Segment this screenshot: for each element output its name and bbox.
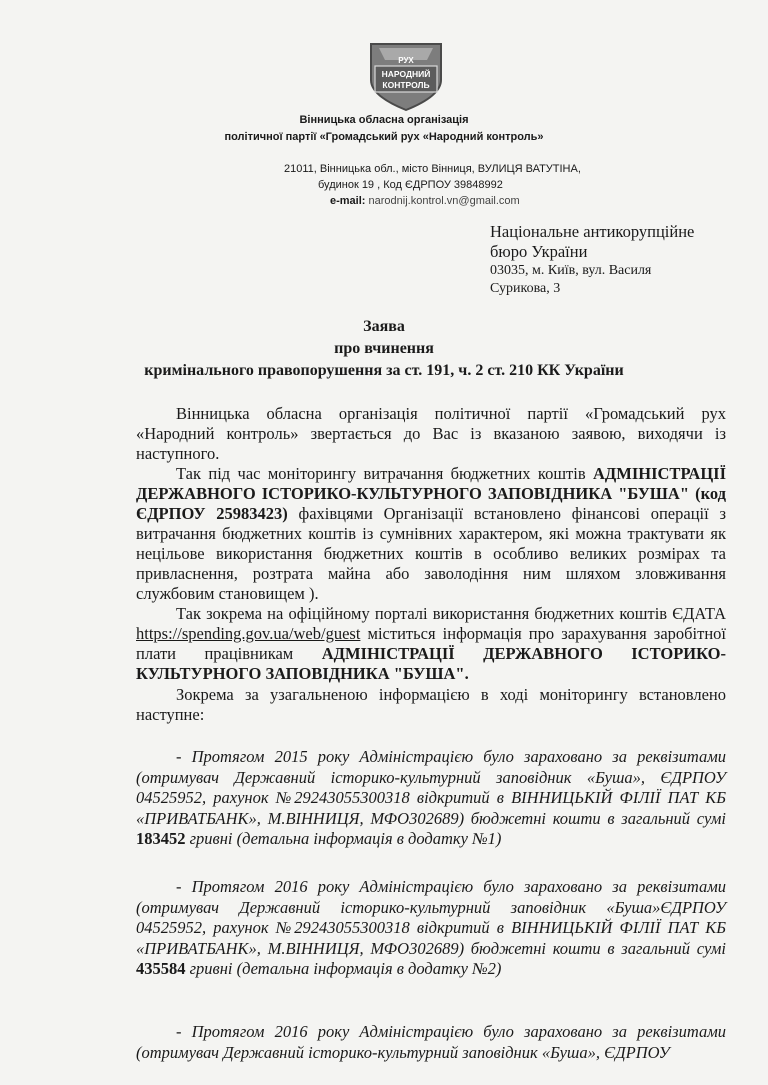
address-line2: будинок 19 , Код ЄДРПОУ 39848992 (318, 179, 503, 191)
paragraph-portal-start: Так зокрема на офіційному порталі використання бюджетних коштів ЄДАТА (176, 604, 726, 623)
title-line3: кримінального правопорушення за ст. 191, ч. 2 ст. 210 КК України (144, 362, 624, 379)
recipient-line3: 03035, м. Київ, вул. Василя (490, 263, 652, 278)
address-line1: 21011, Вінницька обл., місто Вінниця, ВУЛИЦЯ ВАТУТІНА, (284, 163, 581, 175)
paragraph-monitoring-start: Так під час моніторингу витрачання бюджетних коштів (176, 464, 593, 483)
paragraph-portal (136, 604, 726, 684)
list-item-text: - Протягом 2016 року Адміністрацією було зараховано за реквізитами (отримувач Державний історико-культурний заповідник «Буша»ЄДРПОУ 04525952, рахунок №29243055300318 відкритий в ВІННИЦЬКІЙ ФІЛІЇ ПАТ КБ «ПРИВАТБАНК», М.ВІННИЦЯ, МФО302689) бюджетні кошти в загальний сумі (136, 877, 726, 958)
list-item (136, 877, 726, 980)
email-label: e-mail: (330, 195, 366, 207)
list-item (136, 1022, 726, 1063)
title-line1: Заява (363, 318, 405, 335)
paragraph-portal-org: АДМІНІСТРАЦІЇ ДЕРЖАВНОГО ІСТОРИКО-КУЛЬТУРНОГО ЗАПОВІДНИКА "БУША". (136, 644, 726, 683)
org-name-line1: Вінницька обласна організація (299, 114, 469, 126)
email-value[interactable]: narodnij.kontrol.vn@gmail.com (368, 195, 520, 207)
list-item-amount: 183452 (136, 829, 186, 848)
list-item (136, 747, 726, 850)
list-item-tail: гривні (детальна інформація в додатку №1) (185, 829, 502, 848)
spending-portal-link[interactable]: https://spending.gov.ua/web/guest (136, 624, 361, 643)
narodnyi-kontrol-logo (365, 40, 447, 112)
recipient-block (490, 222, 740, 298)
recipient-line2: бюро України (490, 242, 588, 261)
paragraph-summary: Зокрема за узагальненою інформацією в ході моніторингу встановлено наступне: (136, 685, 726, 724)
paragraph-portal-mid: міститься інформація про зарахування заробітної плати працівникам (136, 624, 726, 663)
logo-text-mid: НАРОДНИЙ (381, 69, 431, 79)
list-item-amount: 435584 (136, 959, 186, 978)
logo-text-top: РУХ (398, 56, 414, 65)
title-line2: про вчинення (334, 340, 434, 357)
list-item-text: - Протягом 2016 року Адміністрацією було зараховано за реквізитами (отримувач Державний історико-культурний заповідник «Буша», ЄДРПОУ (136, 1022, 726, 1062)
list-item-tail: гривні (детальна інформація в додатку №2) (185, 959, 502, 978)
org-name-line2: політичної партії «Громадський рух «Народний контроль» (224, 131, 544, 143)
recipient-line1: Національне антикорупційне (490, 222, 695, 241)
email-row (330, 195, 520, 207)
logo-text-bot: КОНТРОЛЬ (382, 80, 430, 90)
recipient-line4: Сурикова, 3 (490, 281, 561, 296)
paragraph-intro: Вінницька обласна організація політичної партії «Громадський рух «Народний контроль» звертається до Вас із вказаною заявою, виходячи із наступного. (136, 404, 726, 463)
paragraph-monitoring-org: АДМІНІСТРАЦІЇ ДЕРЖАВНОГО ІСТОРИКО-КУЛЬТУРНОГО ЗАПОВІДНИКА "БУША" (код ЄДРПОУ 25983423) (136, 464, 726, 523)
paragraph-monitoring-end: фахівцями Організації встановлено фінансові операції з витрачання бюджетних коштів із сумнівних характером, які можна трактувати як нецільове використання бюджетних коштів в особливо великих розмірах та привласнення, розтрата майна або заволодіння ним шляхом зловживання службовим становищем ). (136, 504, 726, 603)
paragraph-monitoring (136, 464, 726, 604)
list-item-text: - Протягом 2015 року Адміністрацією було зараховано за реквізитами (отримувач Державний історико-культурний заповідник «Буша», ЄДРПОУ 04525952, рахунок №29243055300318 відкритий в ВІННИЦЬКІЙ ФІЛІЇ ПАТ КБ «ПРИВАТБАНК», М.ВІННИЦЯ, МФО302689) бюджетні кошти в загальний сумі (136, 747, 726, 828)
